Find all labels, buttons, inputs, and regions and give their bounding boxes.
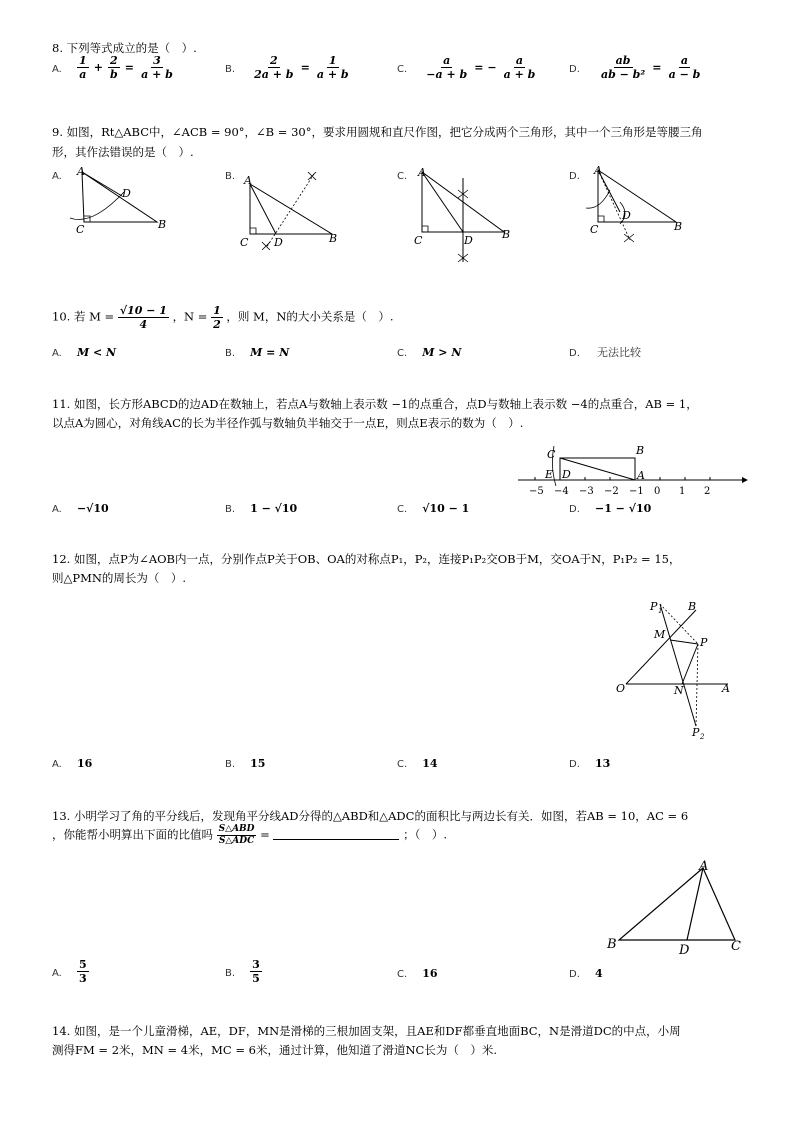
svg-text:A: A <box>594 164 602 177</box>
svg-text:A: A <box>244 174 252 187</box>
q8-option-d[interactable]: D. $\frac{ab}{\text{ab − b²}}$ = $\frac{a}{a - b}$ <box>569 54 701 81</box>
q13-triangle-figure <box>603 858 748 958</box>
label-c: C <box>76 223 85 236</box>
q9-figure-c <box>408 162 528 267</box>
q9-option-b-letter[interactable]: B. <box>225 171 236 182</box>
svg-text:D: D <box>464 234 473 247</box>
q11-line2: 以点A为圆心，对角线AC的长为半径作弧与数轴负半轴交于一点E，则点E表示的数为（ ）. <box>52 416 524 430</box>
number-line-tick-label: −3 <box>579 486 594 497</box>
q10-option-c[interactable]: C. M > N <box>397 346 462 359</box>
svg-text:D: D <box>679 943 690 958</box>
svg-text:E: E <box>545 468 554 481</box>
q9-option-c-letter[interactable]: C. <box>397 171 408 182</box>
q9-option-a-letter[interactable]: A. <box>52 171 62 182</box>
number-line-tick-label: 1 <box>679 486 686 497</box>
q12-line1: 12. 如图，点P为∠AOB内一点，分别作点P关于OB、OA的对称点P₁，P₂，连接P₁P₂交OB于M，交OA于N，P₁P₂ = 15， <box>52 552 681 566</box>
q11-option-b[interactable]: B. 1 − √10 <box>225 502 298 515</box>
svg-text:A: A <box>637 469 645 482</box>
q13-line2: ，你能帮小明算出下面的比值吗 $\frac{\text{S△ABD}}{\text{S△ADC}}$ = ；（ ）. <box>52 824 447 846</box>
q10-option-d[interactable]: D. 无法比较 <box>569 346 641 359</box>
svg-text:C: C <box>414 234 423 247</box>
q14-line1: 14. 如图，是一个儿童滑梯，AE，DF，MN是滑梯的三根加固支架，且AE和DF都垂直地面BC，N是滑道DC的中点，小周 <box>52 1024 681 1038</box>
svg-text:D: D <box>274 236 283 249</box>
svg-text:B: B <box>674 220 683 233</box>
svg-text:O: O <box>616 682 626 695</box>
q12-option-a[interactable]: A. 16 <box>52 757 93 770</box>
q13-option-c[interactable]: C. 16 <box>397 967 438 980</box>
number-line-tick-label: −2 <box>604 486 619 497</box>
q13-line1: 13. 小明学习了角的平分线后，发现角平分线AD分得的△ABD和△ADC的面积比与两边长有关．如图，若AB = 10，AC = 6 <box>52 809 689 823</box>
svg-text:B: B <box>636 444 645 457</box>
svg-text:1: 1 <box>658 607 663 615</box>
svg-text:B: B <box>502 228 511 241</box>
q12-option-d[interactable]: D. 13 <box>569 757 611 770</box>
q13-answer-blank[interactable] <box>273 831 399 840</box>
svg-text:C: C <box>590 223 599 236</box>
svg-text:C: C <box>731 939 741 954</box>
q9-line1: 9. 如图，Rt△ABC中，∠ACB = 90°，∠B = 30°，要求用圆规和直尺作图，把它分成两个三角形，其中一个三角形是等腰三角 <box>52 125 703 139</box>
svg-text:B: B <box>688 600 697 613</box>
number-line-tick-label: 2 <box>704 486 711 497</box>
q11-option-a[interactable]: A. −√10 <box>52 502 109 515</box>
svg-text:D: D <box>562 468 571 481</box>
q8-stem: 8. 下列等式成立的是（ ）. <box>52 41 197 55</box>
q12-line2: 则△PMN的周长为（ ）. <box>52 571 187 585</box>
q14-line2: 测得FM = 2米，MN = 4米，MC = 6米，通过计算，他知道了滑道NC长为（ ）米. <box>52 1043 497 1057</box>
number-line-tick-label: −4 <box>554 486 569 497</box>
q12-option-b[interactable]: B. 15 <box>225 757 266 770</box>
number-line-tick-label: −1 <box>629 486 644 497</box>
q9-line2: 形，其作法错误的是（ ）. <box>52 145 194 159</box>
number-line-tick-label: 0 <box>654 486 661 497</box>
svg-text:C: C <box>547 448 556 461</box>
q11-number-line-figure <box>510 438 750 498</box>
q10-option-b[interactable]: B. M = N <box>225 346 290 359</box>
svg-text:B: B <box>607 937 617 952</box>
svg-text:B: B <box>329 232 338 245</box>
svg-text:M: M <box>654 628 666 641</box>
label-d: D <box>122 187 131 200</box>
svg-text:P: P <box>700 636 708 649</box>
svg-text:A: A <box>418 166 426 179</box>
svg-text:P: P <box>692 726 700 739</box>
q10-stem: 10. 若 M = $\frac{√10 - 1}{4}$ ，N = $\frac{1}{2}$ ，则 M，N的大小关系是（ ）. <box>52 304 394 331</box>
svg-text:A: A <box>722 682 730 695</box>
q12-option-c[interactable]: C. 14 <box>397 757 438 770</box>
q8-option-c[interactable]: C. $\frac{a}{-a + b}$ = − $\frac{a}{a + b}$ <box>397 54 536 81</box>
q13-option-a[interactable]: A. $\frac{5}{3}$ <box>52 958 87 985</box>
q10-option-a[interactable]: A. M < N <box>52 346 117 359</box>
svg-text:C: C <box>240 236 249 249</box>
q9-figure-a <box>62 162 182 237</box>
svg-text:2: 2 <box>700 733 705 741</box>
q9-figure-b <box>236 162 356 250</box>
svg-text:N: N <box>674 684 684 697</box>
q8-option-a[interactable]: A. $\frac{1}{a}$ + $\frac{2}{b}$ = $\frac{3}{a + b}$ <box>52 54 173 81</box>
q9-figure-d <box>580 162 700 247</box>
q13-option-d[interactable]: D. 4 <box>569 967 603 980</box>
q9-option-d-letter[interactable]: D. <box>569 171 580 182</box>
q13-option-b[interactable]: B. $\frac{3}{5}$ <box>225 958 260 985</box>
label-a: A <box>77 165 85 178</box>
svg-text:D: D <box>622 209 631 222</box>
q8-option-b[interactable]: B. $\frac{2}{2a + b}$ = $\frac{1}{a + b}$ <box>225 54 349 81</box>
q12-angle-figure <box>612 596 742 746</box>
svg-text:A: A <box>699 859 709 874</box>
svg-text:P: P <box>650 600 658 613</box>
q11-option-d[interactable]: D. −1 − √10 <box>569 502 652 515</box>
q11-line1: 11. 如图，长方形ABCD的边AD在数轴上，若点A与数轴上表示数 −1的点重合，点D与数轴上表示数 −4的点重合，AB = 1， <box>52 397 698 411</box>
number-line-tick-label: −5 <box>529 486 544 497</box>
q11-option-c[interactable]: C. √10 − 1 <box>397 502 470 515</box>
label-b: B <box>158 218 167 231</box>
